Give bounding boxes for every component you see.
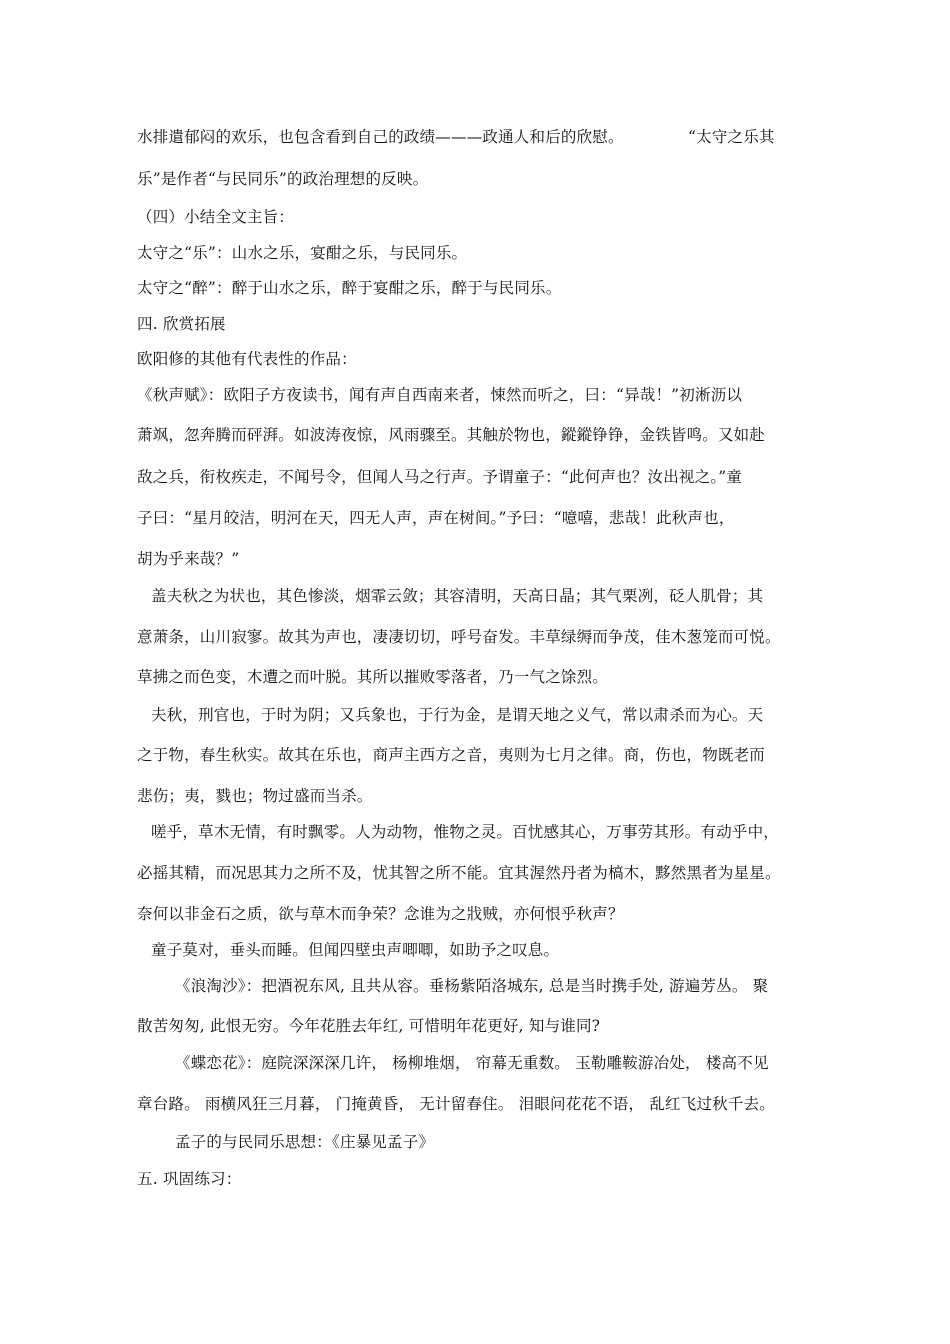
text-line: 敌之兵，衔枚疾走，不闻号令，但闻人马之行声。予谓童子：“此何声也？汝出视之。”童 [137,468,743,486]
section-heading: 四. 欣赏拓展 [137,315,226,333]
section-heading: 五. 巩固练习： [137,1170,242,1188]
text-line: 子曰：“星月皎洁，明河在天，四无人声，声在树间。”予曰：“噫嘻，悲哉！此秋声也， [137,509,735,527]
text-line: 《秋声赋》：欧阳子方夜读书，闻有声自西南来者，悚然而听之，曰：“异哉！”初淅沥以 [137,386,743,404]
text-line: 必摇其精，而况思其力之所不及，忧其智之所不能。宜其渥然丹者为槁木，黟然黑者为星星。 [137,864,781,882]
text-line: 章台路。 雨横风狂三月暮， 门掩黄昏， 无计留春住。 泪眼问花花不语， 乱红飞过秋千去。 [137,1095,775,1113]
text-line: 欧阳修的其他有代表性的作品： [137,350,357,368]
text-line: 《浪淘沙》：把酒祝东风, 且共从容。垂杨紫陌洛城东, 总是当时携手处, 游遍芳丛。 聚 [175,977,769,995]
section-heading: （四）小结全文主旨： [137,208,295,226]
text-line: “太守之乐其 [688,128,775,146]
text-line: 意萧条，山川寂寥。故其为声也，凄凄切切，呼号奋发。丰草绿缛而争茂，佳木葱笼而可悦。 [137,628,781,646]
text-line: 《蝶恋花》：庭院深深深几许， 杨柳堆烟， 帘幕无重数。 玉勒雕鞍游冶处， 楼高不见 [175,1054,769,1072]
text-line: 草拂之而色变，木遭之而叶脱。其所以摧败零落者，乃一气之馀烈。 [137,668,609,686]
text-line: 盖夫秋之为状也，其色惨淡，烟霏云敛；其容清明，天高日晶；其气栗冽，砭人肌骨；其 [151,587,764,605]
text-line: 童子莫对，垂头而睡。但闻四壁虫声唧唧，如助予之叹息。 [151,941,560,959]
text-line: 胡为乎来哉？” [137,550,240,568]
text-line: 太守之“醉”：醉于山水之乐，醉于宴酣之乐，醉于与民同乐。 [137,279,562,297]
text-line: 孟子的与民同乐思想：《庄暴见孟子》 [175,1133,435,1151]
text-line: 水排遣郁闷的欢乐，也包含看到自己的政绩———政通人和后的欣慰。 [137,128,624,146]
text-line: 萧飒，忽奔腾而砰湃。如波涛夜惊，风雨骤至。其触於物也，鏦鏦铮铮，金铁皆鸣。又如赴 [137,426,766,444]
text-line: 散苦匆匆, 此恨无穷。今年花胜去年红, 可惜明年花更好, 知与谁同? [137,1017,601,1035]
text-line: 悲伤；夷，戮也；物过盛而当杀。 [137,787,373,805]
text-line: 奈何以非金石之质，欲与草木而争荣？念谁为之戕贼，亦何恨乎秋声？ [137,905,624,923]
text-line: 夫秋，刑官也，于时为阴；又兵象也，于行为金，是谓天地之义气，常以肃杀而为心。天 [151,706,764,724]
text-line: 太守之“乐”：山水之乐，宴酣之乐，与民同乐。 [137,244,468,262]
text-line: 乐”是作者“与民同乐”的政治理想的反映。 [137,170,429,188]
text-line: 之于物，春生秋实。故其在乐也，商声主西方之音，夷则为七月之律。商，伤也，物既老而 [137,746,766,764]
text-line: 嗟乎，草木无情，有时飘零。人为动物，惟物之灵。百忧感其心，万事劳其形。有动乎中， [151,823,780,841]
